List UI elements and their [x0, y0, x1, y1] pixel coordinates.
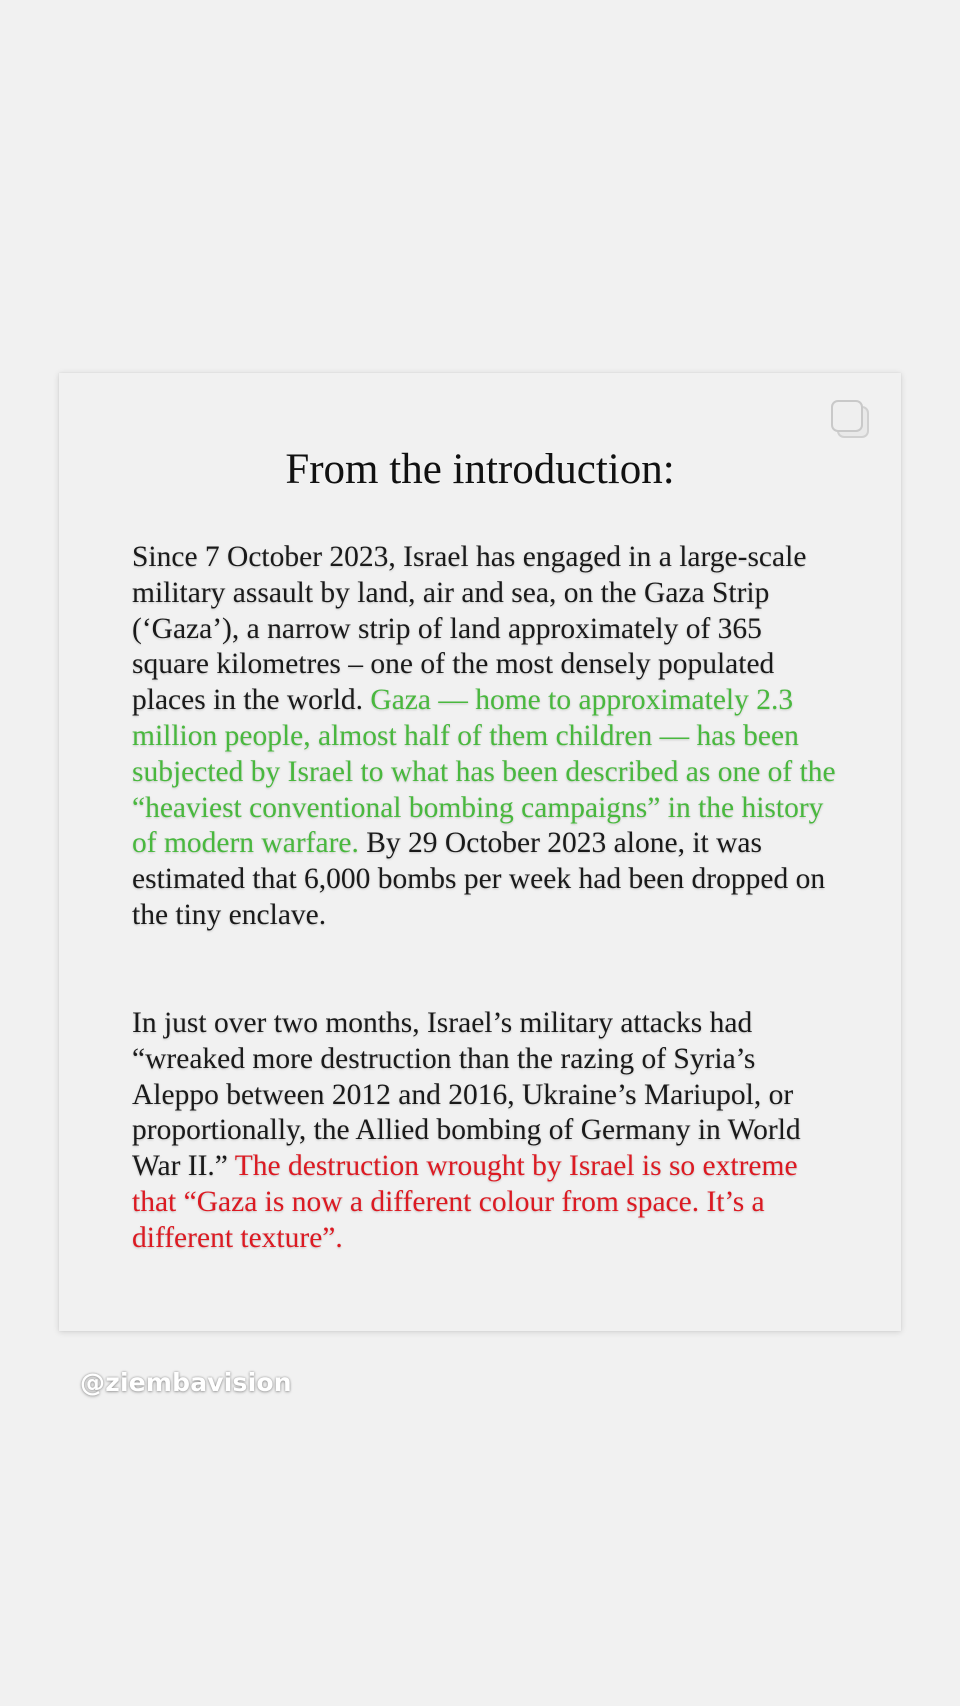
- card-heading: From the introduction:: [285, 446, 675, 493]
- intro-paragraph-1: [132, 540, 838, 934]
- watermark-username: @ziembavision: [80, 1368, 292, 1397]
- paragraph-2-text-before: In just over two months, Israel’s military attacks had “wreaked more destruction than the razing of Syria’s Aleppo between 2012 and 2016, Ukraine’s Mariupol, or proportionally, the Allied bombing of Germany in World War II.”: [132, 1007, 801, 1183]
- paragraph-2-red-highlight: The destruction wrought by Israel is so extreme that “Gaza is now a different colour from space. It’s a different texture”.: [132, 1150, 798, 1254]
- intro-paragraph-2: [132, 1006, 838, 1257]
- multiple-images-icon: [831, 400, 871, 440]
- paragraph-1-green-highlight: Gaza — home to approximately 2.3 million people, almost half of them children — has been subjected by Israel to what has been described as one of the “heaviest conventional bombing campaigns” in the history of modern warfare.: [132, 684, 836, 860]
- paragraph-1-text-after: By 29 October 2023 alone, it was estimated that 6,000 bombs per week had been dropped on the tiny enclave.: [132, 827, 826, 931]
- post-card[interactable]: [59, 373, 901, 1331]
- paragraph-1-text-before: Since 7 October 2023, Israel has engaged in a large-scale military assault by land, air and sea, on the Gaza Strip (‘Gaza’), a narrow strip of land approximately of 365 square kilometres – one of the most densely populated places in the world.: [132, 541, 807, 717]
